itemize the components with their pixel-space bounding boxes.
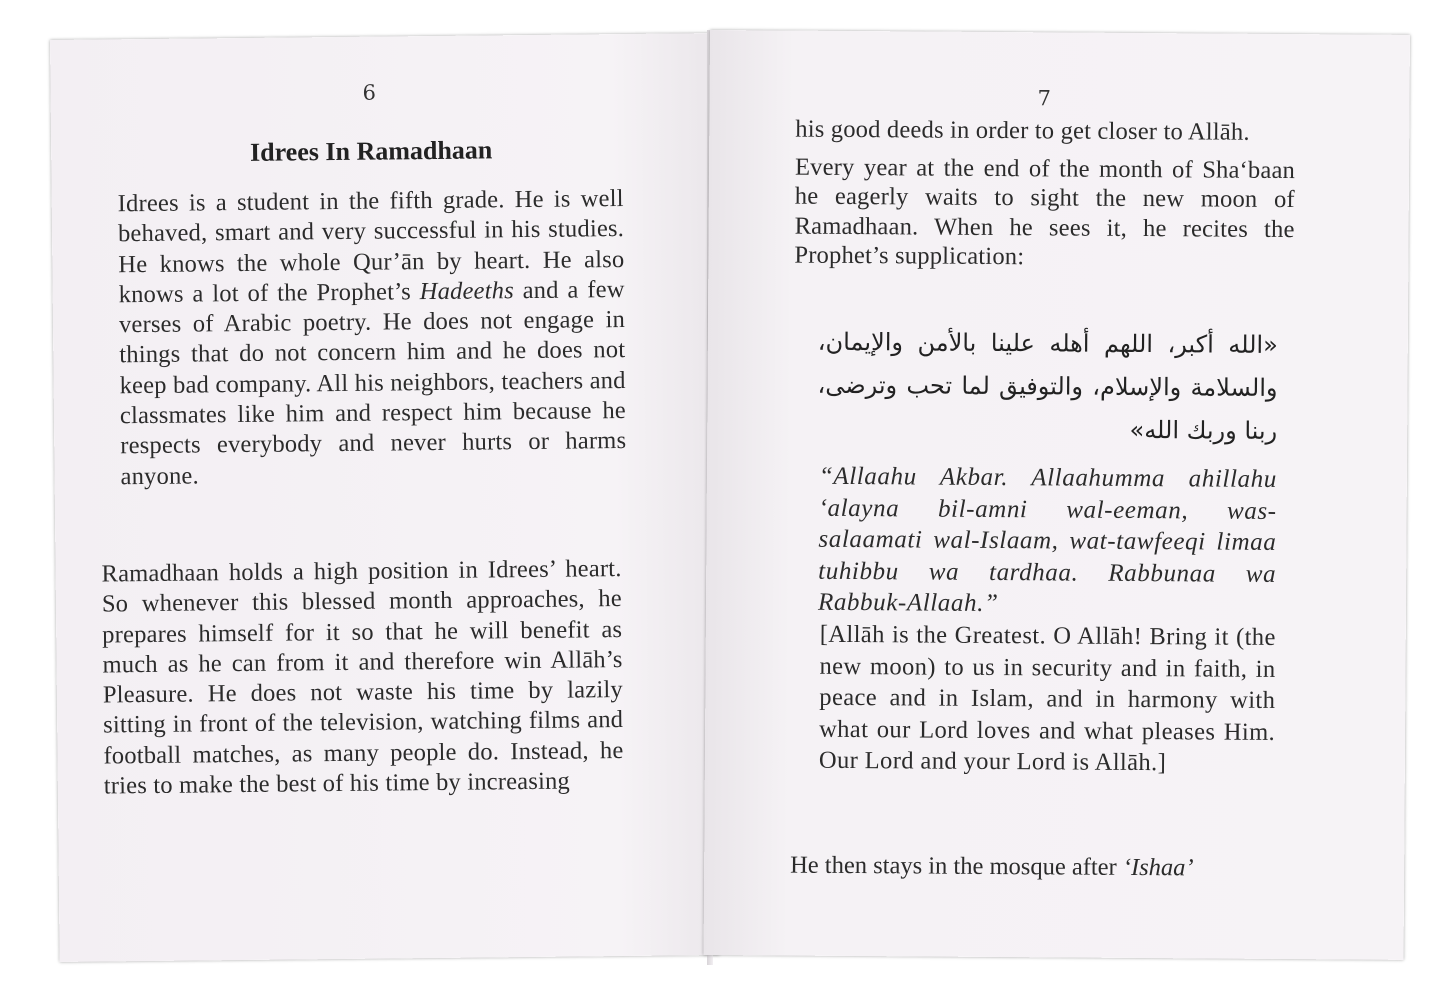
page-number-left: 6 <box>362 80 377 105</box>
right-paragraph-1: his good deeds in order to get closer to Allāh. <box>795 115 1250 146</box>
arabic-supplication: «الله أكبر، اللهم أهله علينا بالأمن والإيمان، والسلامة والإسلام، والتوفيق لما تحب وترضى، ربنا وربك الله» <box>817 327 1278 445</box>
chapter-title: Idrees In Ramadhaan <box>249 135 493 167</box>
left-page <box>50 33 720 962</box>
right-last-line-text: He then stays in the mosque after <box>790 851 1123 881</box>
left-paragraph-1-italic: Hadeeths <box>419 277 514 306</box>
right-paragraph-2: Every year at the end of the month of Sha‘baan he eagerly waits to sight the new moon of Ramadhaan. When he sees it, he recites the Prophet’s supplication: <box>794 153 1296 271</box>
left-paragraph-1-text-a: Idrees is a student in the fifth grade. He is well behaved, smart and very successful in his studies. He knows the whole Qur’ān by heart. He also knows a lot of the Prophet’s <box>117 185 625 309</box>
supplication-transliteration: “Allaahu Akbar. Allaahumma ahillahu ‘alayna bil-amni wal-eeman, was-salaamati wal-Islaam, wat-tawfeeqi limaa tuhibbu wa tardhaa. Rabbunaa wa Rabbuk-Allaah.” <box>817 462 1277 618</box>
right-paragraphs <box>794 115 1295 282</box>
right-last-line <box>790 851 1310 885</box>
page-number-right: 7 <box>1037 86 1051 111</box>
supplication-translation: [Allāh is the Greatest. O Allāh! Bring it (the new moon) to us in security and in faith, in peace and in Islam, and in harmony with what our Lord loves and what pleases Him. Our Lord and your Lord is Allāh.] <box>818 620 1276 777</box>
left-paragraph-1 <box>118 184 627 492</box>
left-paragraph-2: Ramadhaan holds a high position in Idrees’ heart. So whenever this blessed month approaches, he prepares himself for it so that he will benefit as much as he can from it and therefore win Allāh’s Pleasure. He does not waste his time by lazily sitting in front of the television, watching films and football matches, as many people do. Instead, he tries to make the best of his time by increasing <box>101 555 624 800</box>
right-last-line-italic: ‘Ishaa’ <box>1122 853 1194 882</box>
right-page <box>704 30 1410 960</box>
left-paragraph-1-text-b: and a few verses of Arabic poetry. He does not engage in things that do not concern him and he does not keep bad company. All his neighbors, teachers and classmates like him and respect him because he respects everybody and never hurts or harms anyone. <box>118 275 627 490</box>
